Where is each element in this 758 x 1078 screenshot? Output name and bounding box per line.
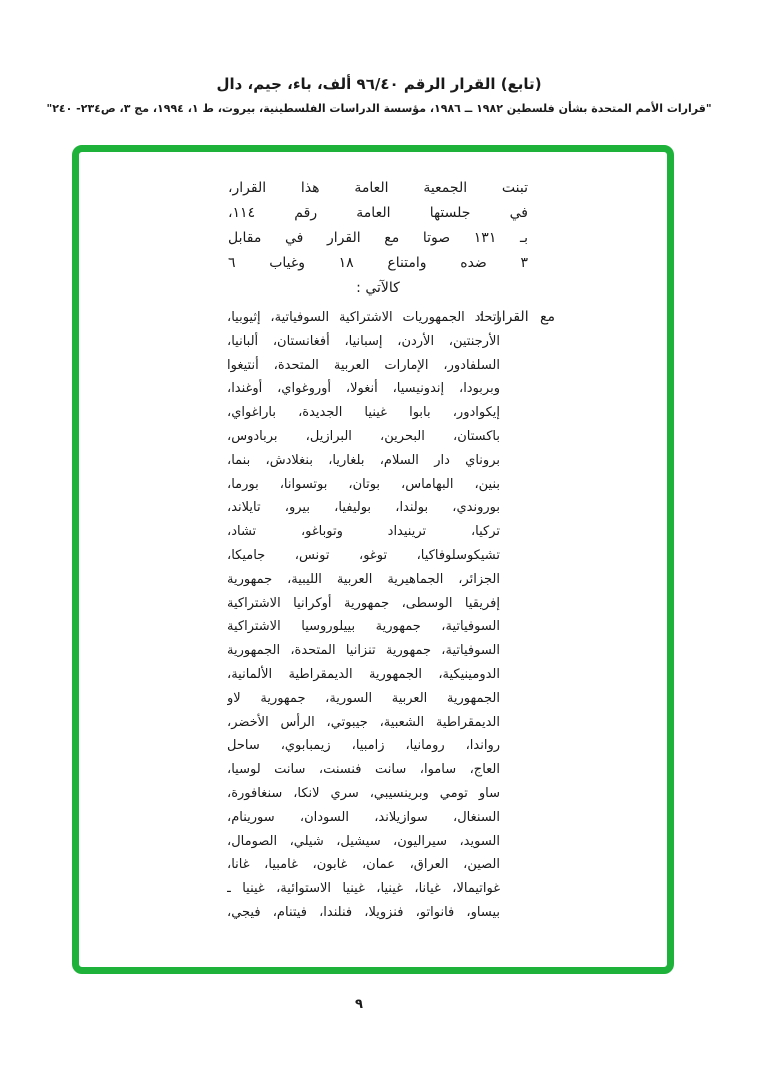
- text-line: ساو تومي وبرينسيبي، سري لانكا، سنغافورة،: [227, 785, 500, 801]
- text-line: السوفياتية، جمهورية تنزانيا المتحدة، الجمهورية: [227, 643, 500, 659]
- text-line: الصين، العراق، عمان، غابون، غامبيا، غانا،: [227, 857, 500, 873]
- text-line: بروناي دار السلام، بلغاريا، بنغلادش، بنما،: [227, 452, 500, 468]
- text-line: السوفياتية، جمهورية بييلوروسيا الاشتراكية: [227, 619, 500, 635]
- text-line: بنين، البهاماس، بوتان، بوتسوانا، بورما،: [227, 476, 500, 492]
- in-favour-label: مع القرار :: [478, 309, 555, 325]
- text-line: الدومينيكية، الجمهورية الديمقراطية الألمانية،: [227, 666, 500, 682]
- text-line: بـ ١٣١ صوتا مع القرار في مقابل: [228, 230, 528, 246]
- text-line: غواتيمالا، غيانا، غينيا، غينيا الاستوائية، غينيا ـ: [227, 881, 500, 897]
- text-line: الجمهورية العربية السورية، جمهورية لاو: [227, 690, 500, 706]
- text-line: السويد، سيراليون، سيشيل، شيلي، الصومال،: [227, 833, 500, 849]
- text-line: الديمقراطية الشعبية، جيبوتي، الرأس الأخضر،: [227, 714, 500, 730]
- vote-summary-lines: [228, 176, 528, 276]
- text-line: إفريقيا الوسطى، جمهورية أوكرانيا الاشتراكية: [227, 595, 500, 611]
- text-line: الجزائر، الجماهيرية العربية الليبية، جمهورية: [227, 571, 500, 587]
- vote-summary-paragraph: [228, 176, 528, 301]
- text-line: اتحاد الجمهوريات الاشتراكية السوفياتية، إثيوبيا،: [227, 310, 500, 325]
- text-line: الأرجنتين، الأردن، إسبانيا، أفغانستان، ألبانيا،: [227, 333, 500, 349]
- text-line: السنغال، سوازيلاند، السودان، سورينام،: [227, 809, 500, 825]
- resolution-title: (تابع) القرار الرقم ٩٦/٤٠ ألف، باء، جيم، دال: [216, 75, 542, 93]
- text-line: بيساو، فانواتو، فنزويلا، فنلندا، فيتنام، فيجي،: [227, 904, 500, 920]
- text-line: وبربودا، إندونيسيا، أنغولا، أوروغواي، أوغندا،: [227, 381, 500, 397]
- page-number: ٩: [355, 997, 363, 1012]
- in-favour-country-list: [227, 306, 500, 925]
- text-line: العاج، ساموا، سانت فنسنت، سانت لوسيا،: [227, 762, 500, 778]
- text-line: ٣ ضده وامتناع ١٨ وغياب ٦: [228, 255, 528, 271]
- text-line: رواندا، رومانيا، زامبيا، زيمبابوي، ساحل: [227, 738, 500, 754]
- text-line: تشيكوسلوفاكيا، توغو، تونس، جاميكا،: [227, 547, 500, 563]
- text-line: إيكوادور، بابوا غينيا الجديدة، باراغواي،: [227, 405, 500, 421]
- as-follows-line: كالآتي :: [356, 280, 400, 296]
- text-line: السلفادور، الإمارات العربية المتحدة، أنتيغوا: [227, 357, 500, 373]
- text-line: بوروندي، بولندا، بوليفيا، بيرو، تايلاند،: [227, 500, 500, 516]
- text-line: باكستان، البحرين، البرازيل، بربادوس،: [227, 428, 500, 444]
- text-line: تبنت الجمعية العامة هذا القرار،: [228, 180, 528, 196]
- text-line: في جلستها العامة رقم ١١٤،: [228, 205, 528, 221]
- green-frame: [72, 145, 674, 974]
- text-line: تركيا، ترينيداد وتوباغو، تشاد،: [227, 524, 500, 540]
- source-citation: "قرارات الأمم المتحدة بشأن فلسطين ١٩٨٢ ــ ١٩٨٦، مؤسسة الدراسات الفلسطينية، بيروت، ط ١، ١٩٩٤، مج ٣، ص٢٣٤- ٢٤٠": [46, 102, 712, 115]
